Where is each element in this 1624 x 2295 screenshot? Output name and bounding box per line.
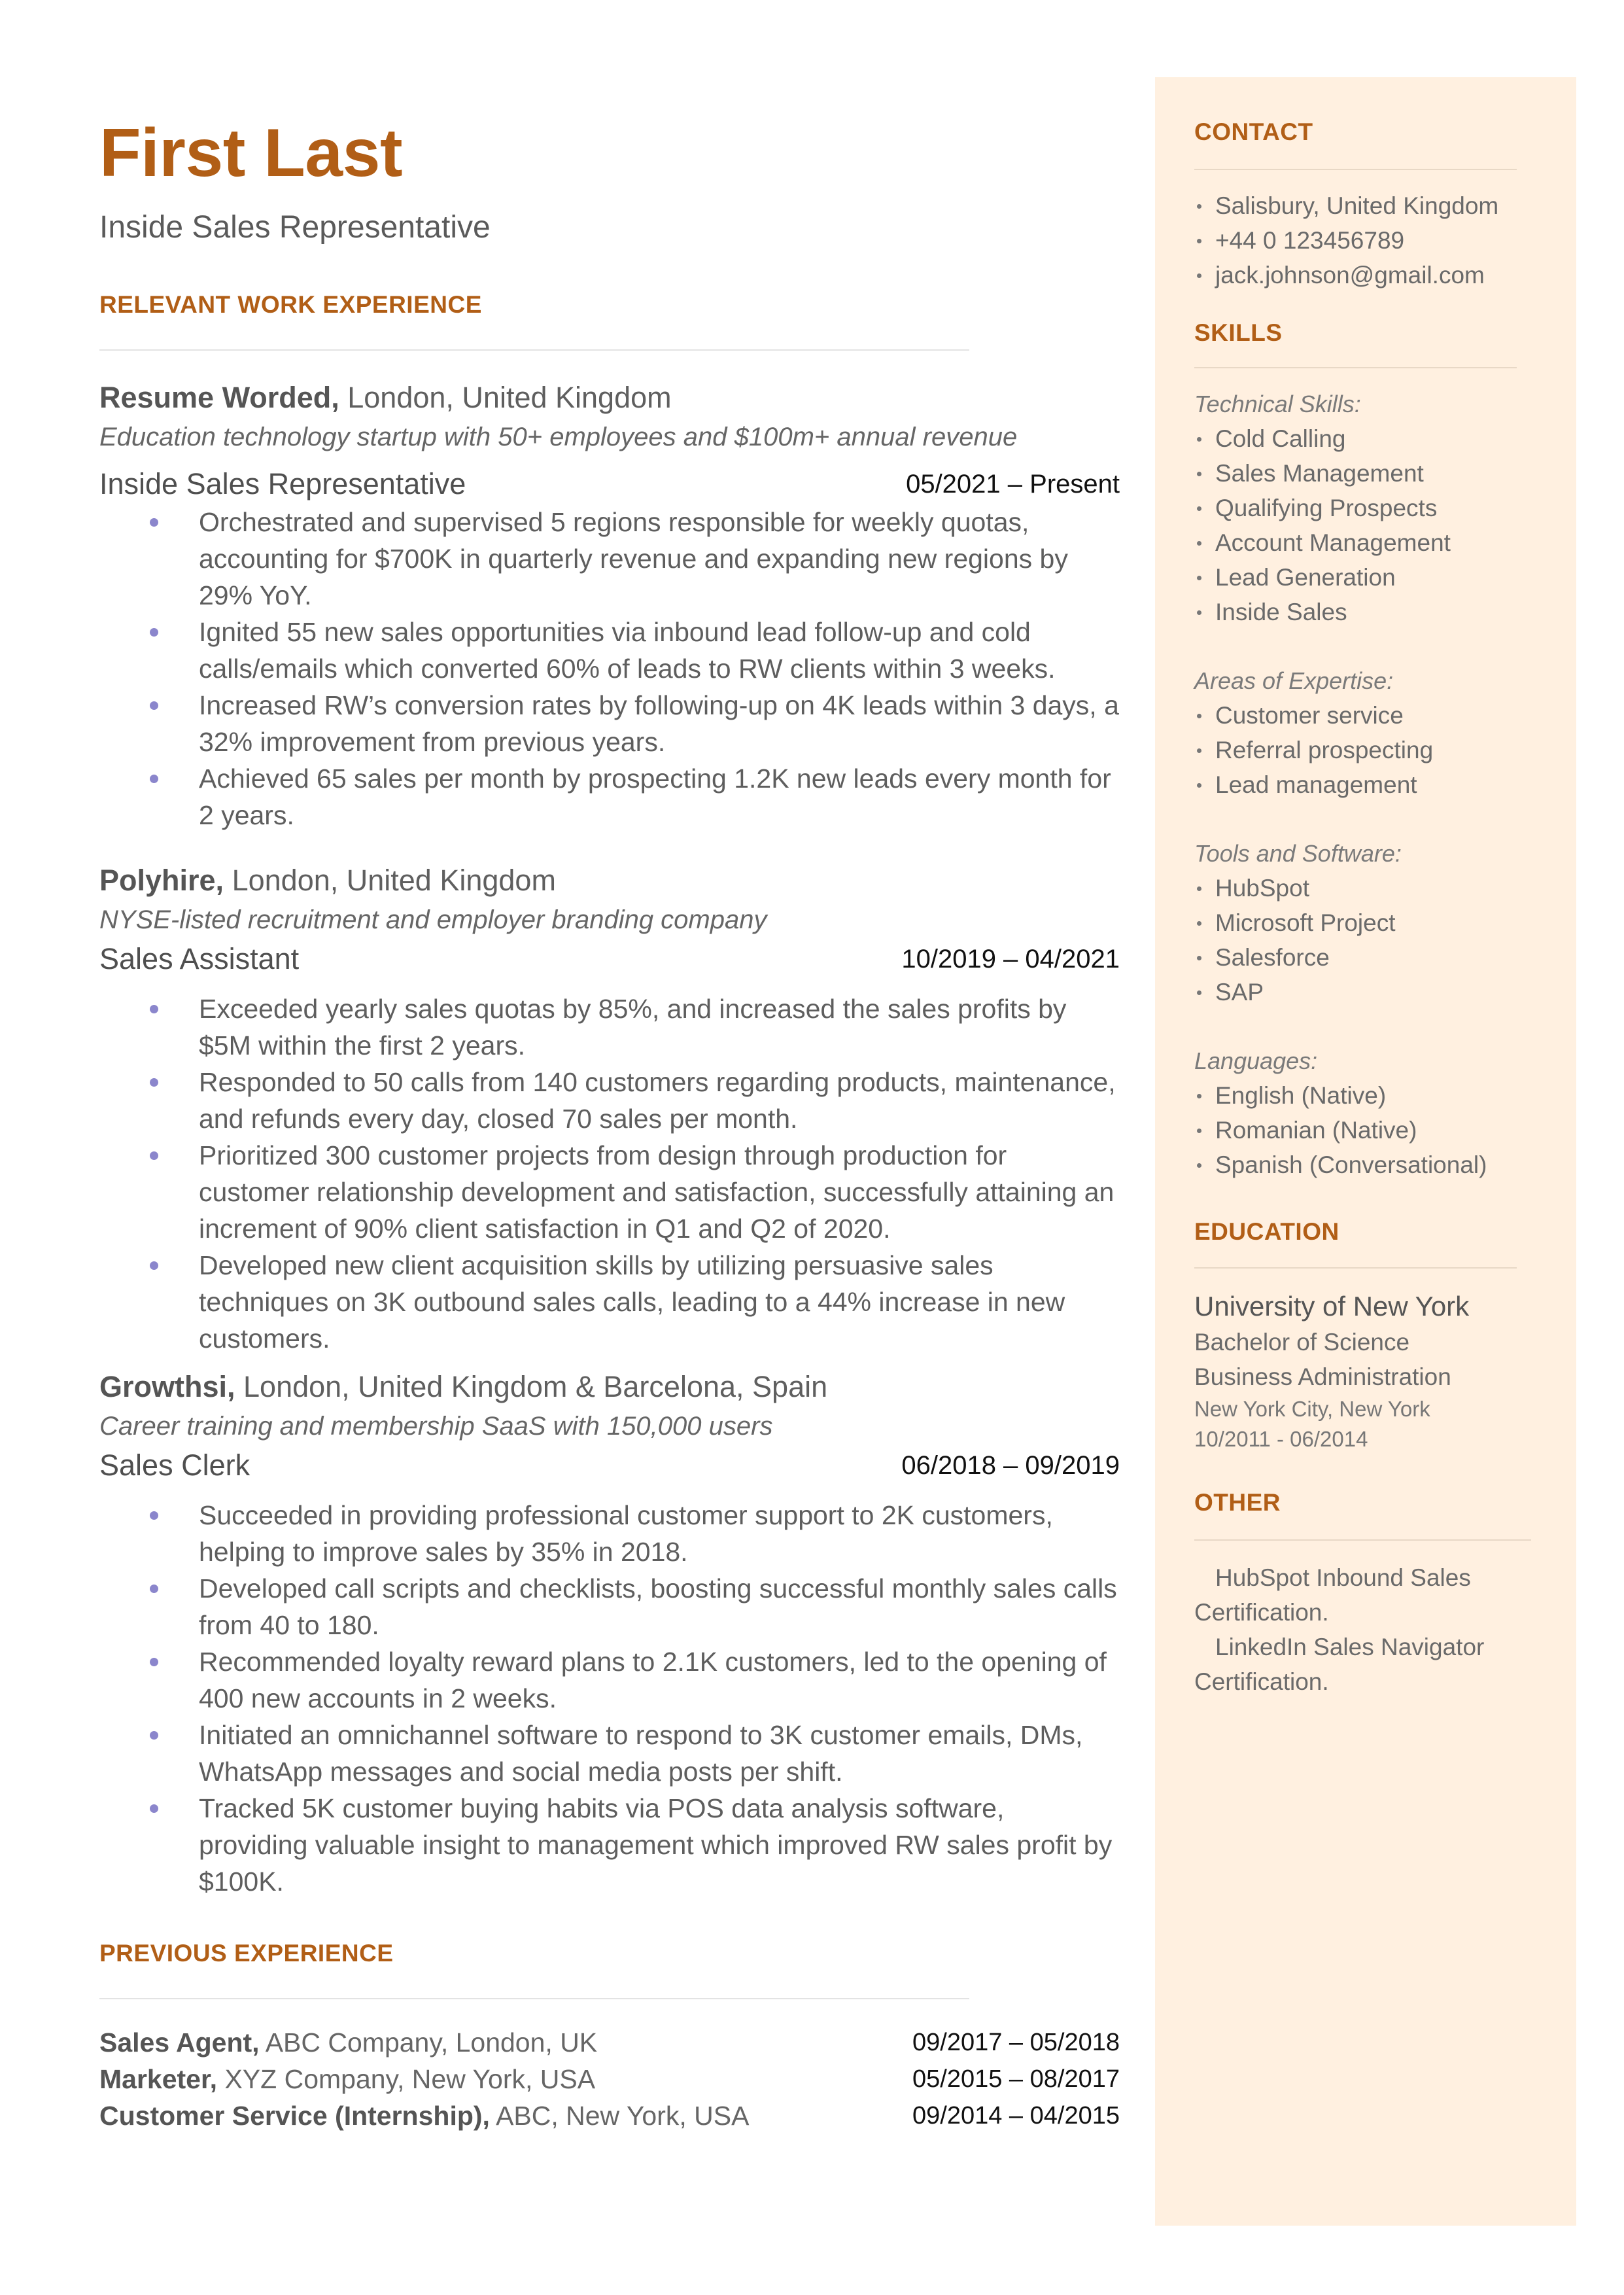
bullet-dot-icon [1197, 204, 1201, 209]
contact-location: Salisbury, United Kingdom [1194, 188, 1547, 223]
previous-row [99, 2024, 1120, 2061]
education-location: New York City, New York [1194, 1397, 1430, 1421]
company-description: Career training and membership SaaS with 150,000 users [99, 1412, 773, 1441]
technical-skills-label: Technical Skills: [1194, 391, 1361, 417]
job-bullets [99, 504, 1120, 833]
contact-email[interactable]: jack.johnson@gmail.com [1194, 258, 1547, 292]
previous-role: Sales Agent, [99, 2027, 260, 2058]
expertise-label: Areas of Expertise: [1194, 667, 1394, 694]
skill-item: Lead Generation [1194, 560, 1547, 595]
job-bullets [99, 1497, 1120, 1900]
bullet-dot-icon [1197, 541, 1201, 546]
role-row [99, 1446, 1120, 1485]
bullet-item: Initiated an omnichannel software to respond to 3K customer emails, DMs, WhatsApp messages and social media posts per shift. [99, 1717, 1120, 1790]
job-entry [99, 1369, 1120, 1900]
education-major: Business Administration [1194, 1363, 1451, 1390]
section-divider [99, 1998, 969, 1999]
tools-label: Tools and Software: [1194, 840, 1402, 867]
sidebar-divider [1194, 169, 1517, 170]
bullet-dot-icon [150, 701, 158, 710]
skill-item: Sales Management [1194, 456, 1547, 491]
bullet-dot-icon [150, 1078, 158, 1087]
bullet-dot-icon [1197, 956, 1201, 960]
bullet-dot-icon [1197, 1094, 1201, 1098]
job-role: Sales Clerk [99, 1448, 251, 1482]
bullet-item: Responded to 50 calls from 140 customers regarding products, maintenance, and refunds every day, closed 70 sales per month. [99, 1064, 1120, 1137]
candidate-name: First Last [99, 115, 403, 191]
job-dates: 10/2019 – 04/2021 [901, 945, 1120, 973]
job-dates: 06/2018 – 09/2019 [901, 1451, 1120, 1480]
candidate-title: Inside Sales Representative [99, 210, 491, 245]
section-title-work: RELEVANT WORK EXPERIENCE [99, 291, 482, 318]
section-title-previous: PREVIOUS EXPERIENCE [99, 1940, 394, 1967]
bullet-dot-icon [150, 775, 158, 783]
bullet-dot-icon [150, 1151, 158, 1160]
sidebar-divider [1194, 1267, 1517, 1269]
bullet-dot-icon [1197, 748, 1201, 753]
company-description: Education technology startup with 50+ employees and $100m+ annual revenue [99, 423, 1018, 451]
bullet-dot-icon [150, 1731, 158, 1740]
company-line [99, 1369, 1120, 1405]
previous-company: ABC, New York, USA [489, 2101, 750, 2131]
previous-company: ABC Company, London, UK [259, 2027, 598, 2058]
bullet-dot-icon [150, 1658, 158, 1666]
bullet-item: Prioritized 300 customer projects from design through production for customer relationship development and satisfaction, successfully attaining an increment of 90% client satisfaction in Q1 and Q2 of 2020. [99, 1137, 1120, 1247]
bullet-dot-icon [1197, 610, 1201, 615]
expertise-item: Referral prospecting [1194, 733, 1547, 767]
sidebar-divider [1194, 1539, 1531, 1541]
tool-item: Microsoft Project [1194, 905, 1547, 940]
job-dates: 05/2021 – Present [906, 470, 1120, 499]
previous-dates: 09/2017 – 05/2018 [912, 2029, 1120, 2056]
job-entry [99, 379, 1120, 833]
sidebar-divider [1194, 367, 1517, 368]
bullet-dot-icon [1197, 273, 1201, 278]
other-title: OTHER [1194, 1489, 1281, 1516]
tool-item: Salesforce [1194, 940, 1547, 975]
bullet-dot-icon [150, 628, 158, 637]
skills-title: SKILLS [1194, 319, 1283, 346]
bullet-dot-icon [1197, 921, 1201, 926]
language-item: English (Native) [1194, 1078, 1547, 1113]
main-column [99, 113, 1120, 2134]
job-role: Sales Assistant [99, 942, 300, 975]
bullet-dot-icon [1197, 437, 1201, 442]
bullet-dot-icon [1197, 783, 1201, 788]
education-dates: 10/2011 - 06/2014 [1194, 1427, 1368, 1451]
bullet-item: Succeeded in providing professional customer support to 2K customers, helping to improve sales by 35% in 2018. [99, 1497, 1120, 1570]
company-location: London, United Kingdom & Barcelona, Spain [235, 1370, 828, 1403]
bullet-dot-icon [1197, 1163, 1201, 1168]
bullet-item: Ignited 55 new sales opportunities via inbound lead follow-up and cold calls/emails which converted 60% of leads to RW clients within 3 weeks. [99, 614, 1120, 687]
expertise-list [1194, 698, 1547, 802]
education-degree: Bachelor of Science [1194, 1329, 1410, 1356]
bullet-dot-icon [150, 1005, 158, 1013]
bullet-dot-icon [1197, 472, 1201, 476]
expertise-item: Lead management [1194, 767, 1547, 802]
expertise-item: Customer service [1194, 698, 1547, 733]
education-title: EDUCATION [1194, 1218, 1339, 1245]
bullet-dot-icon [1197, 506, 1201, 511]
job-role: Inside Sales Representative [99, 467, 466, 500]
previous-row [99, 2097, 1120, 2134]
role-row [99, 939, 1120, 979]
company-description: NYSE-listed recruitment and employer branding company [99, 905, 767, 934]
bullet-item: Achieved 65 sales per month by prospecting 1.2K new leads every month for 2 years. [99, 760, 1120, 833]
job-entry [99, 862, 1120, 1357]
other-item: LinkedIn Sales Navigator Certification. [1194, 1634, 1485, 1695]
skill-item: Account Management [1194, 525, 1547, 560]
other-list [1194, 1560, 1547, 1699]
skill-item: Inside Sales [1194, 595, 1547, 629]
bullet-dot-icon [1197, 714, 1201, 718]
job-bullets [99, 990, 1120, 1357]
sidebar [1155, 77, 1576, 2226]
company-line [99, 862, 1120, 899]
bullet-dot-icon [1197, 1129, 1201, 1133]
bullet-dot-icon [150, 518, 158, 527]
skill-item: Qualifying Prospects [1194, 491, 1547, 525]
bullet-dot-icon [150, 1511, 158, 1520]
bullet-item: Exceeded yearly sales quotas by 85%, and increased the sales profits by $5M within the first 2 years. [99, 990, 1120, 1064]
role-row [99, 464, 1120, 504]
bullet-dot-icon [1197, 239, 1201, 243]
bullet-item: Increased RW’s conversion rates by following-up on 4K leads within 3 days, a 32% improvement from previous years. [99, 687, 1120, 760]
other-item: HubSpot Inbound Sales Certification. [1194, 1564, 1471, 1626]
previous-role: Marketer, [99, 2064, 218, 2094]
contact-phone: +44 0 123456789 [1194, 223, 1547, 258]
language-item: Romanian (Native) [1194, 1113, 1547, 1148]
company-name: Resume Worded, [99, 381, 339, 414]
bullet-dot-icon [1197, 990, 1201, 995]
previous-row [99, 2061, 1120, 2097]
bullet-item: Developed new client acquisition skills by utilizing persuasive sales techniques on 3K outbound sales calls, leading to a 44% increase in new customers. [99, 1247, 1120, 1357]
bullet-dot-icon [150, 1261, 158, 1270]
section-divider [99, 349, 969, 351]
language-item: Spanish (Conversational) [1194, 1148, 1547, 1182]
bullet-dot-icon [1197, 886, 1201, 891]
technical-skills-list [1194, 421, 1547, 629]
company-name: Growthsi, [99, 1370, 235, 1403]
company-line [99, 379, 1120, 416]
languages-label: Languages: [1194, 1047, 1318, 1074]
company-name: Polyhire, [99, 864, 224, 897]
languages-list [1194, 1078, 1547, 1182]
bullet-dot-icon [150, 1585, 158, 1593]
tool-item: HubSpot [1194, 871, 1547, 905]
tools-list [1194, 871, 1547, 1009]
company-location: London, United Kingdom [224, 864, 556, 897]
previous-dates: 05/2015 – 08/2017 [912, 2065, 1120, 2093]
bullet-item: Tracked 5K customer buying habits via POS data analysis software, providing valuable insight to management which improved RW sales profit by $100K. [99, 1790, 1120, 1900]
company-location: London, United Kingdom [339, 381, 672, 414]
tool-item: SAP [1194, 975, 1547, 1009]
previous-experience-list [99, 2024, 1120, 2134]
bullet-dot-icon [1197, 576, 1201, 580]
skill-item: Cold Calling [1194, 421, 1547, 456]
education-school: University of New York [1194, 1291, 1470, 1322]
contact-list [1194, 188, 1547, 292]
bullet-dot-icon [150, 1804, 158, 1813]
bullet-item: Recommended loyalty reward plans to 2.1K customers, led to the opening of 400 new accounts in 2 weeks. [99, 1643, 1120, 1717]
sidebar-content [1194, 118, 1547, 1699]
contact-title: CONTACT [1194, 118, 1313, 145]
previous-dates: 09/2014 – 04/2015 [912, 2102, 1120, 2129]
bullet-item: Developed call scripts and checklists, boosting successful monthly sales calls from 40 to 180. [99, 1570, 1120, 1643]
education-entry [1194, 1288, 1547, 1454]
previous-role: Customer Service (Internship), [99, 2101, 490, 2131]
previous-company: XYZ Company, New York, USA [217, 2064, 596, 2094]
bullet-item: Orchestrated and supervised 5 regions responsible for weekly quotas, accounting for $700K in quarterly revenue and expanding new regions by 29% YoY. [99, 504, 1120, 614]
